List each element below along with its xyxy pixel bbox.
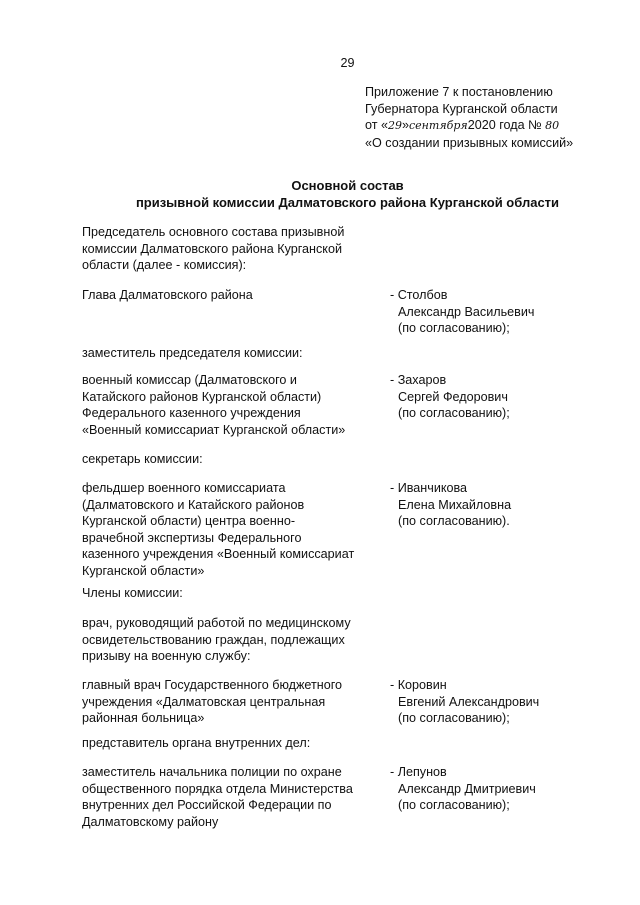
position-line: заместитель начальника полиции по охране — [82, 765, 342, 779]
annex-date-year: 2020 года № — [467, 118, 542, 133]
entry-position — [82, 451, 382, 468]
position-line: Члены комиссии: — [82, 586, 183, 600]
person-note: (по согласованию); — [398, 798, 510, 813]
position-line: освидетельствованию граждан, подлежащих — [82, 632, 345, 647]
position-line: представитель органа внутренних дел: — [82, 736, 311, 750]
position-line: Курганской области» — [82, 563, 205, 578]
person-note: (по согласованию); — [398, 321, 510, 336]
entry-person — [390, 677, 539, 727]
entry-position — [82, 764, 382, 830]
annex-line-4: «О создании призывных комиссий» — [365, 135, 574, 150]
entry-position — [82, 224, 382, 274]
entry-person — [390, 480, 511, 530]
annex-number: 80 — [545, 119, 560, 133]
person-name: Елена Михайловна — [398, 497, 512, 512]
position-line: секретарь комиссии: — [82, 452, 203, 466]
person-note: (по согласованию). — [398, 514, 510, 529]
entry-position — [82, 585, 382, 602]
position-line: врач, руководящий работой по медицинскому — [82, 616, 351, 630]
person-name: Сергей Федорович — [398, 389, 508, 404]
entry-position — [82, 677, 382, 727]
entry-position — [82, 480, 382, 580]
person-surname: - Захаров — [390, 373, 447, 387]
page-number: 29 — [340, 56, 355, 70]
position-line: военный комиссар (Далматовского и — [82, 373, 297, 387]
entry-position — [82, 735, 382, 752]
position-line: районная больница» — [82, 711, 205, 726]
position-line: общественного порядка отдела Министерства — [82, 781, 353, 796]
entry-position — [82, 615, 382, 665]
position-line: казенного учреждения «Военный комиссариат — [82, 547, 355, 562]
position-line: Глава Далматовского района — [82, 288, 253, 302]
position-line: учреждения «Далматовская центральная — [82, 694, 326, 709]
entry-position — [82, 372, 382, 438]
person-note: (по согласованию); — [398, 711, 510, 726]
annex-line-1: Приложение 7 к постановлению — [365, 85, 553, 99]
person-surname: - Лепунов — [390, 765, 447, 779]
position-line: комиссии Далматовского района Курганской — [82, 241, 342, 256]
position-line: (Далматовского и Катайского районов — [82, 497, 305, 512]
position-line: внутренних дел Российской Федерации по — [82, 798, 332, 813]
annex-date-day: 29 — [388, 119, 402, 133]
person-name: Александр Дмитриевич — [398, 781, 536, 796]
position-line: фельдшер военного комиссариата — [82, 481, 286, 495]
annex-line-2: Губернатора Курганской области — [365, 101, 558, 116]
position-line: «Военный комиссариат Курганской области» — [82, 422, 346, 437]
person-surname: - Столбов — [390, 288, 448, 302]
person-surname: - Иванчикова — [390, 481, 468, 495]
position-line: Федерального казенного учреждения — [82, 406, 301, 421]
position-line: врачебной экспертизы Федерального — [82, 530, 302, 545]
entry-person — [390, 372, 510, 422]
entry-position — [82, 287, 382, 304]
position-line: области (далее - комиссия): — [82, 258, 247, 273]
position-line: Катайского районов Курганской области) — [82, 389, 322, 404]
annex-date-prefix: от « — [365, 118, 388, 133]
annex-line-3 — [365, 117, 573, 135]
document-title: Основной состав — [291, 178, 404, 193]
position-line: Курганской области) центра военно- — [82, 514, 296, 529]
person-name: Евгений Александрович — [398, 694, 540, 709]
person-note: (по согласованию); — [398, 406, 510, 421]
position-line: заместитель председателя комиссии: — [82, 346, 303, 360]
entry-person — [390, 287, 534, 337]
annex-date-month: сентября — [409, 119, 468, 133]
entry-position — [82, 345, 382, 362]
position-line: Председатель основного состава призывной — [82, 225, 345, 239]
document-subtitle: призывной комиссии Далматовского района Курганской области — [135, 195, 560, 210]
person-name: Александр Васильевич — [398, 304, 535, 319]
position-line: главный врач Государственного бюджетного — [82, 678, 343, 692]
person-surname: - Коровин — [390, 678, 447, 692]
position-line: Далматовскому району — [82, 814, 219, 829]
annex-header — [365, 84, 573, 151]
annex-date-mid: » — [402, 118, 410, 133]
position-line: призыву на военную службу: — [82, 649, 251, 664]
entry-person — [390, 764, 536, 814]
